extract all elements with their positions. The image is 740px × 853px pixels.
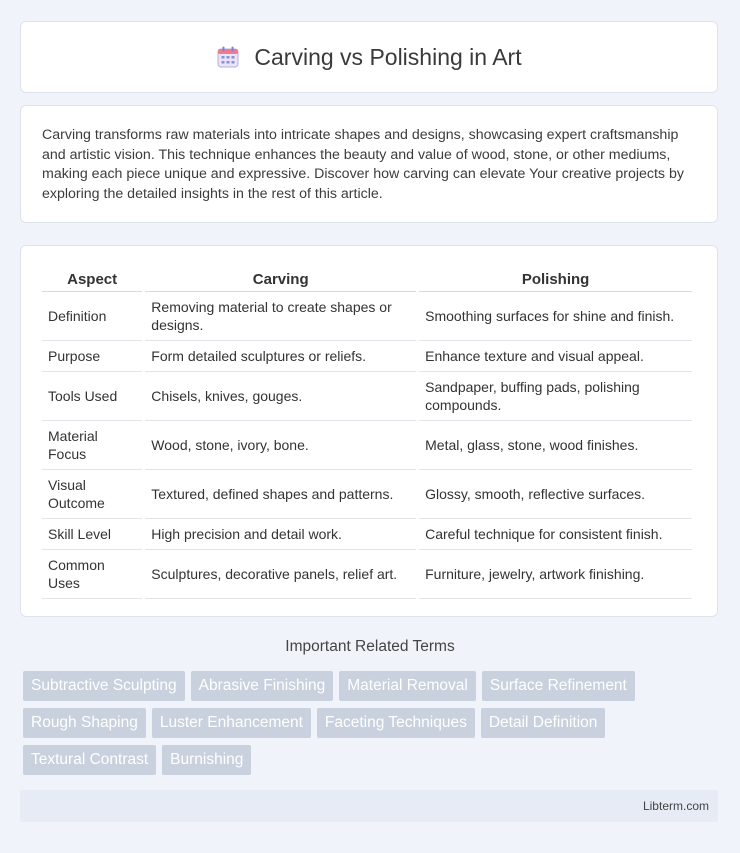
tag-luster-enhancement[interactable]: Luster Enhancement xyxy=(152,708,311,738)
tag-rough-shaping[interactable]: Rough Shaping xyxy=(23,708,146,738)
header xyxy=(216,44,521,71)
polishing-cell: Enhance texture and visual appeal. xyxy=(419,341,692,372)
header-polishing: Polishing xyxy=(419,266,692,292)
footer xyxy=(20,790,718,822)
table-row xyxy=(42,341,692,372)
comparison-table xyxy=(39,266,695,599)
tag-surface-refinement[interactable]: Surface Refinement xyxy=(482,671,635,701)
carving-cell: Removing material to create shapes or designs. xyxy=(145,292,416,341)
carving-cell: Chisels, knives, gouges. xyxy=(145,372,416,421)
aspect-cell: Tools Used xyxy=(42,372,142,421)
carving-cell: Sculptures, decorative panels, relief art. xyxy=(145,550,416,599)
related-terms-title: Important Related Terms xyxy=(285,638,455,655)
carving-cell: Wood, stone, ivory, bone. xyxy=(145,421,416,470)
footer-site-link[interactable]: Libterm.com xyxy=(642,799,709,813)
aspect-cell: Visual Outcome xyxy=(42,470,142,519)
tag-burnishing[interactable]: Burnishing xyxy=(162,745,251,775)
polishing-cell: Furniture, jewelry, artwork finishing. xyxy=(419,550,692,599)
table-row xyxy=(42,550,692,599)
header-carving: Carving xyxy=(145,266,416,292)
tag-subtractive-sculpting[interactable]: Subtractive Sculpting xyxy=(23,671,185,701)
carving-cell: Form detailed sculptures or reliefs. xyxy=(145,341,416,372)
polishing-cell: Sandpaper, buffing pads, polishing compounds. xyxy=(419,372,692,421)
intro-card xyxy=(20,105,718,223)
aspect-cell: Skill Level xyxy=(42,519,142,550)
tag-textural-contrast[interactable]: Textural Contrast xyxy=(23,745,156,775)
table-row xyxy=(42,372,692,421)
page-title: Carving vs Polishing in Art xyxy=(254,43,522,70)
aspect-cell: Common Uses xyxy=(42,550,142,599)
tag-abrasive-finishing[interactable]: Abrasive Finishing xyxy=(191,671,334,701)
carving-cell: Textured, defined shapes and patterns. xyxy=(145,470,416,519)
polishing-cell: Smoothing surfaces for shine and finish. xyxy=(419,292,692,341)
calendar-icon xyxy=(216,45,240,69)
polishing-cell: Careful technique for consistent finish. xyxy=(419,519,692,550)
intro-text: Carving transforms raw materials into intricate shapes and designs, showcasing expert craftsmanship and artistic vision. This technique enhances the beauty and value of wood, stone, or other mediums, making each piece unique and expressive. Discover how carving can elevate Your creative projects by exploring the detailed insights in the rest of this article. xyxy=(42,127,684,202)
polishing-cell: Glossy, smooth, reflective surfaces. xyxy=(419,470,692,519)
aspect-cell: Definition xyxy=(42,292,142,341)
table-row xyxy=(42,292,692,341)
table-header-row xyxy=(42,266,692,292)
aspect-cell: Purpose xyxy=(42,341,142,372)
carving-cell: High precision and detail work. xyxy=(145,519,416,550)
comparison-table-card xyxy=(20,245,718,617)
polishing-cell: Metal, glass, stone, wood finishes. xyxy=(419,421,692,470)
table-row xyxy=(42,470,692,519)
header-aspect: Aspect xyxy=(42,266,142,292)
tag-material-removal[interactable]: Material Removal xyxy=(339,671,476,701)
aspect-cell: Material Focus xyxy=(42,421,142,470)
table-row xyxy=(42,519,692,550)
table-row xyxy=(42,421,692,470)
tag-detail-definition[interactable]: Detail Definition xyxy=(481,708,606,738)
header-card xyxy=(20,21,718,93)
related-terms-list xyxy=(23,671,683,775)
tag-faceting-techniques[interactable]: Faceting Techniques xyxy=(317,708,475,738)
